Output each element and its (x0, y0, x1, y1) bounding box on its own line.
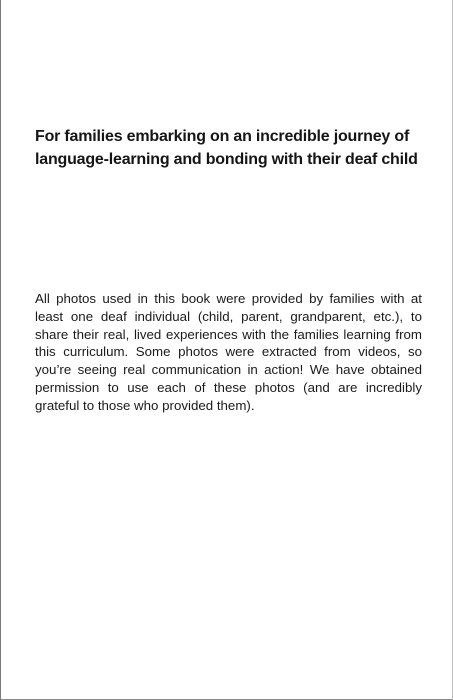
photo-credits-paragraph: All photos used in this book were provided by families with at least one deaf individual (child, parent, grandparent, etc.), to share their real, lived experiences with the families learning from this curriculum. Some photos were extracted from videos, so you’re seeing real communication in action! We have obtained permission to use each of these photos (and are incredibly grateful to those who provided them). (35, 291, 422, 413)
dedication-text: For families embarking on an incredible journey of language-learning and bonding with their deaf child (35, 128, 418, 168)
